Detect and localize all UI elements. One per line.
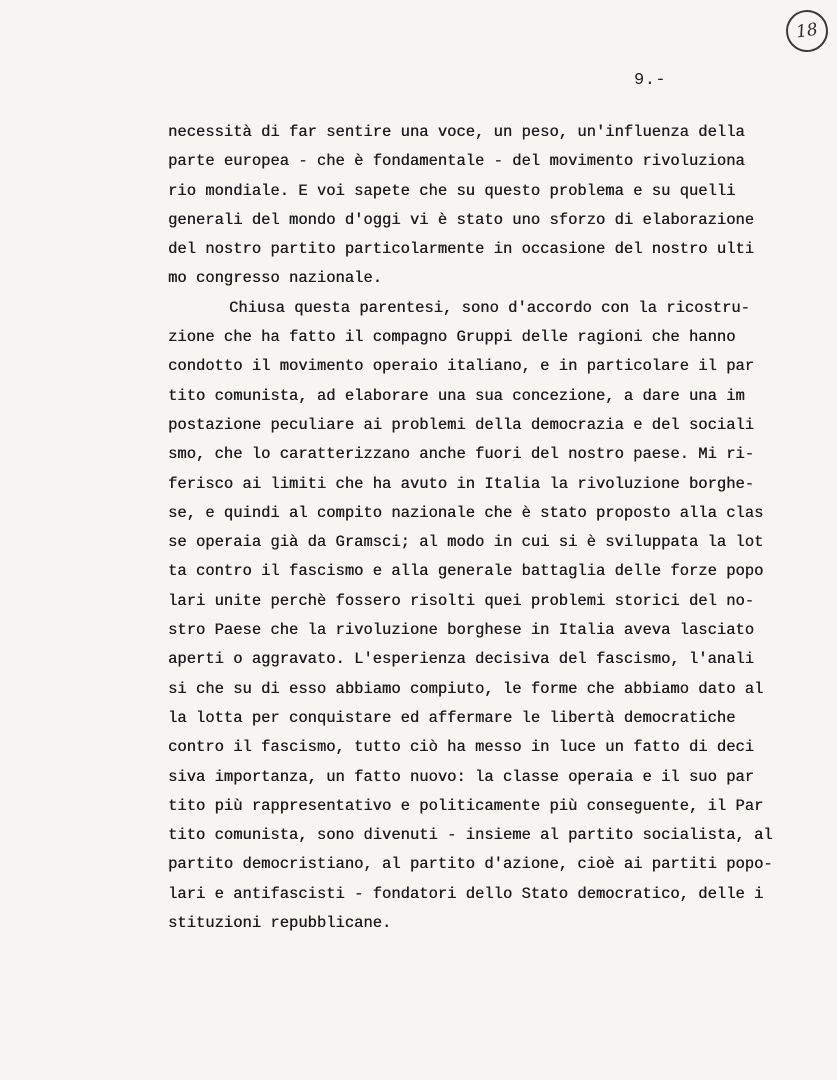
text-line: stro Paese che la rivoluzione borghese in Italia aveva lasciato <box>168 621 754 640</box>
page-stamp <box>783 7 830 54</box>
text-line: tito comunista, ad elaborare una sua concezione, a dare una im <box>168 386 745 405</box>
text-line: stituzioni repubblicane. <box>168 914 392 933</box>
text-line: siva importanza, un fatto nuovo: la classe operaia e il suo par <box>168 767 754 786</box>
text-line: partito democristiano, al partito d'azione, cioè ai partiti popo- <box>168 855 773 874</box>
text-line: smo, che lo caratterizzano anche fuori del nostro paese. Mi ri- <box>168 445 754 464</box>
text-line: tito comunista, sono divenuti - insieme al partito socialista, al <box>168 826 773 845</box>
text-line: postazione peculiare ai problemi della democrazia e del sociali <box>168 415 754 434</box>
text-line: Chiusa questa parentesi, sono d'accordo con la ricostru- <box>229 298 750 317</box>
text-line: necessità di far sentire una voce, un peso, un'influenza della <box>168 123 745 141</box>
paragraph-2 <box>168 294 808 939</box>
text-line: lari unite perchè fossero risolti quei problemi storici del no- <box>168 591 754 610</box>
stamp-number: 18 <box>794 19 820 43</box>
text-line: rio mondiale. E voi sapete che su questo problema e su quelli <box>168 181 736 200</box>
text-line: generali del mondo d'oggi vi è stato uno sforzo di elaborazione <box>168 210 754 229</box>
text-line: condotto il movimento operaio italiano, e in particolare il par <box>168 357 754 376</box>
text-line: tito più rappresentativo e politicamente più conseguente, il Par <box>168 796 764 815</box>
text-line: la lotta per conquistare ed affermare le libertà democratiche <box>168 708 736 727</box>
paragraph-1 <box>168 118 808 294</box>
text-line: parte europea - che è fondamentale - del movimento rivoluziona <box>168 152 745 171</box>
text-line: ta contro il fascismo e alla generale battaglia delle forze popo <box>168 562 764 581</box>
text-line: mo congresso nazionale. <box>168 269 382 288</box>
text-line: si che su di esso abbiamo compiuto, le forme che abbiamo dato al <box>168 679 764 698</box>
text-line: lari e antifascisti - fondatori dello Stato democratico, delle i <box>168 884 764 903</box>
text-line: aperti o aggravato. L'esperienza decisiva del fascismo, l'anali <box>168 650 754 669</box>
text-line: del nostro partito particolarmente in occasione del nostro ulti <box>168 240 754 259</box>
text-line: se operaia già da Gramsci; al modo in cui si è sviluppata la lot <box>168 533 764 552</box>
body-text <box>168 118 808 938</box>
text-line: contro il fascismo, tutto ciò ha messo in luce un fatto di deci <box>168 738 754 757</box>
text-line: ferisco ai limiti che ha avuto in Italia la rivoluzione borghe- <box>168 474 754 493</box>
text-line: se, e quindi al compito nazionale che è stato proposto alla clas <box>168 503 764 522</box>
page-number: 9.- <box>634 71 667 90</box>
text-line: zione che ha fatto il compagno Gruppi delle ragioni che hanno <box>168 328 736 347</box>
